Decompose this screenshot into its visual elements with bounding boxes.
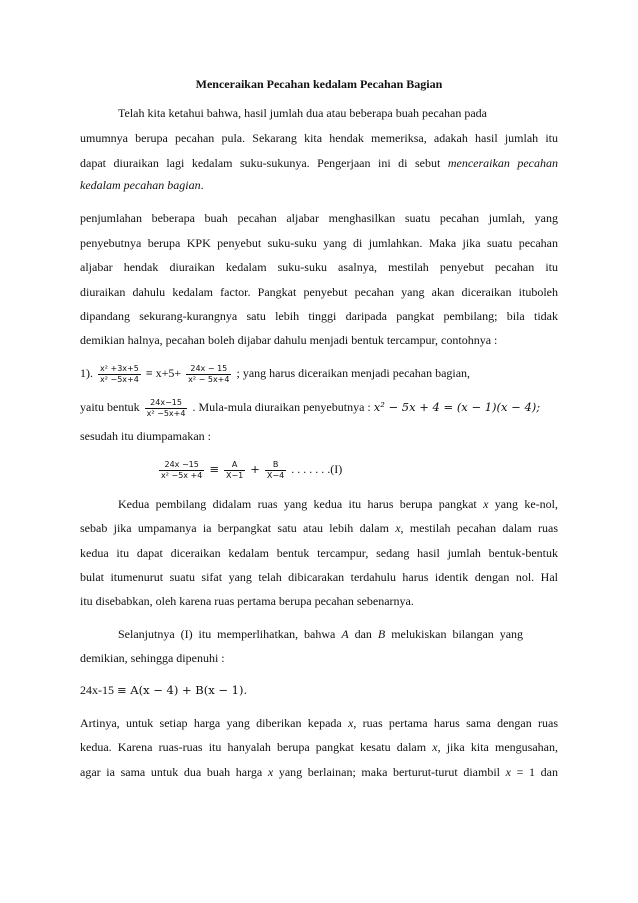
fraction-numerator: 24x − 15 (186, 364, 231, 375)
fraction-numerator: x² +3x+5 (100, 363, 139, 373)
equation-2 (80, 683, 558, 697)
equation-I (157, 456, 457, 482)
example-1-fraction-1 (98, 364, 141, 385)
p4-var-a: A (341, 627, 349, 641)
p3-line-1 (118, 497, 558, 511)
p5-var-x-3: x (267, 765, 274, 779)
p5-var-x: x (348, 716, 354, 730)
example-2-equation: x² − 5x + 4 = (x − 1)(x − 4); (373, 400, 541, 414)
p5-line-1-end: , ruas pertama harus sama dengan ruas (353, 716, 559, 730)
p2-line-4: diuraikan dahulu kedalam factor. Pangkat penyebut pecahan yang akan diceraikan ituboleh (80, 285, 558, 299)
example-2-fraction (145, 398, 188, 419)
p4-line-1-end: melukiskan bilangan yang (391, 627, 524, 641)
equation-I-fraction-a (224, 460, 245, 481)
example-2-middle: . Mula-mula diuraikan penyebutnya : (192, 400, 371, 414)
p3-line-1-text: Kedua pembilang didalam ruas yang kedua itu harus berupa pangkat (118, 497, 477, 511)
example-1-label: 1). (80, 366, 93, 380)
p2-line-6: demikian halnya, pecahan boleh dijabar dahulu menjadi bentuk tercampur, contohnya : (80, 333, 498, 347)
p4-line-2: demikian, sehingga dipenuhi : (80, 651, 225, 665)
p4-and: dan (354, 627, 372, 641)
p5-line-3-text: agar ia sama untuk dua buah harga (80, 765, 263, 779)
fraction-denominator: x² −5x +4 (161, 470, 203, 480)
fraction-numerator: 24x−15 (145, 398, 188, 409)
p1-line-3-text: dapat diuraikan lagi kedalam suku-sukunya. Pengerjaan ini di sebut (80, 156, 441, 170)
p3-var-x-2: x (395, 521, 401, 535)
example-2-line (80, 394, 558, 420)
p3-line-1-end: yang ke-nol, (494, 497, 559, 511)
equation-I-fraction-b (265, 460, 286, 481)
equation-2-rhs: ≡ A(x − 4) + B(x − 1). (117, 683, 248, 697)
p3-line-4: bulat itumenurut suatu sifat yang telah dibicarakan terdahulu harus identik dengan nol. Hal (80, 570, 558, 584)
p2-line-1: penjumlahan beberapa buah pecahan aljabar menghasilkan suatu pecahan jumlah, yang (80, 211, 558, 225)
p1-line-4 (80, 178, 558, 192)
example-1-fraction-2 (186, 364, 231, 385)
p1-period: . (200, 178, 204, 192)
fraction-denominator: X−1 (226, 470, 244, 480)
p5-line-3-mid: yang berlainan; maka berturut-turut diambil (278, 765, 501, 779)
plus-symbol: + (250, 462, 260, 476)
equation-I-label: . . . . . . .(I) (291, 462, 343, 476)
p1-line-2: umumnya berupa pecahan pula. Sekarang kita hendak memeriksa, adakah hasil jumlah itu (80, 131, 558, 145)
fraction-numerator: A (224, 460, 245, 471)
p4-line-1-text: Selanjutnya (I) itu memperlihatkan, bahwa (118, 627, 336, 641)
example-3-line: sesudah itu diumpamakan : (80, 429, 211, 443)
example-1-tail: ; yang harus diceraikan menjadi pecahan bagian, (236, 366, 471, 380)
p5-line-2-text: kedua. Karena ruas-ruas itu hanyalah berupa pangkat kesatu dalam (80, 740, 427, 754)
fraction-denominator: X−4 (266, 470, 285, 480)
p1-term-emphasis: menceraikan pecahan (447, 156, 558, 170)
p1-term-emphasis-2: kedalam pecahan bagian (80, 178, 201, 192)
p3-line-2-end: , mestilah pecahan dalam ruas (400, 521, 559, 535)
p3-line-5: itu disebabkan, oleh karena ruas pertama berupa pecahan sebenarnya. (80, 594, 414, 608)
identity-symbol: ≡ (209, 462, 219, 476)
p1-line-1: Telah kita ketahui bahwa, hasil jumlah dua atau beberapa buah pecahan pada (118, 106, 487, 120)
p4-var-b: B (377, 627, 386, 641)
p4-line-1 (118, 627, 523, 641)
p5-var-x-2: x (432, 740, 438, 754)
p5-var-x-4: x (505, 765, 511, 779)
p2-line-2: penyebutnya berupa KPK penyebut suku-suku yang di jumlahkan. Maka jika suatu pecahan (80, 236, 558, 250)
example-2-prefix: yaitu bentuk (80, 400, 140, 414)
fraction-numerator: B (265, 460, 286, 471)
fraction-denominator: x² −5x+4 (100, 374, 139, 384)
equation-2-lhs: 24x-15 (80, 683, 114, 697)
fraction-denominator: x² −5x+4 (146, 408, 186, 418)
example-1-line (80, 360, 558, 386)
p5-line-2 (80, 740, 558, 754)
p3-line-2-text: sebab jika umpamanya ia berpangkat satu atau lebih dalam (80, 521, 389, 535)
p2-line-3: aljabar hendak diuraikan kedalam suku-suku asalnya, mestilah penyebut pecahan itu (80, 260, 558, 274)
p1-line-3 (80, 156, 558, 170)
p5-line-1-text: Artinya, untuk setiap harga yang diberikan kepada (80, 716, 342, 730)
fraction-denominator: x² − 5x+4 (188, 374, 230, 384)
page-title: Menceraikan Pecahan kedalam Pecahan Bagian (195, 77, 443, 91)
p2-line-5: dipandang sekurang-kurangnya satu lebih tinggi daripada pangkat pembilang; bila tidak (80, 309, 558, 323)
p5-line-1 (80, 716, 558, 730)
example-1-middle: ≡ x+5+ (145, 366, 182, 380)
p5-line-3-end: = 1 dan (516, 765, 558, 779)
p5-line-2-end: , jika kita mengusahan, (437, 740, 558, 754)
fraction-numerator: 24x −15 (159, 460, 204, 471)
p3-line-3: kedua itu dapat diceraikan kedalam bentuk tercampur, sedang hasil jumlah bentuk-bentuk (80, 546, 558, 560)
p3-line-2 (80, 521, 558, 535)
p5-line-3 (80, 765, 558, 779)
equation-I-fraction-lhs (159, 460, 204, 481)
p3-var-x: x (483, 497, 489, 511)
